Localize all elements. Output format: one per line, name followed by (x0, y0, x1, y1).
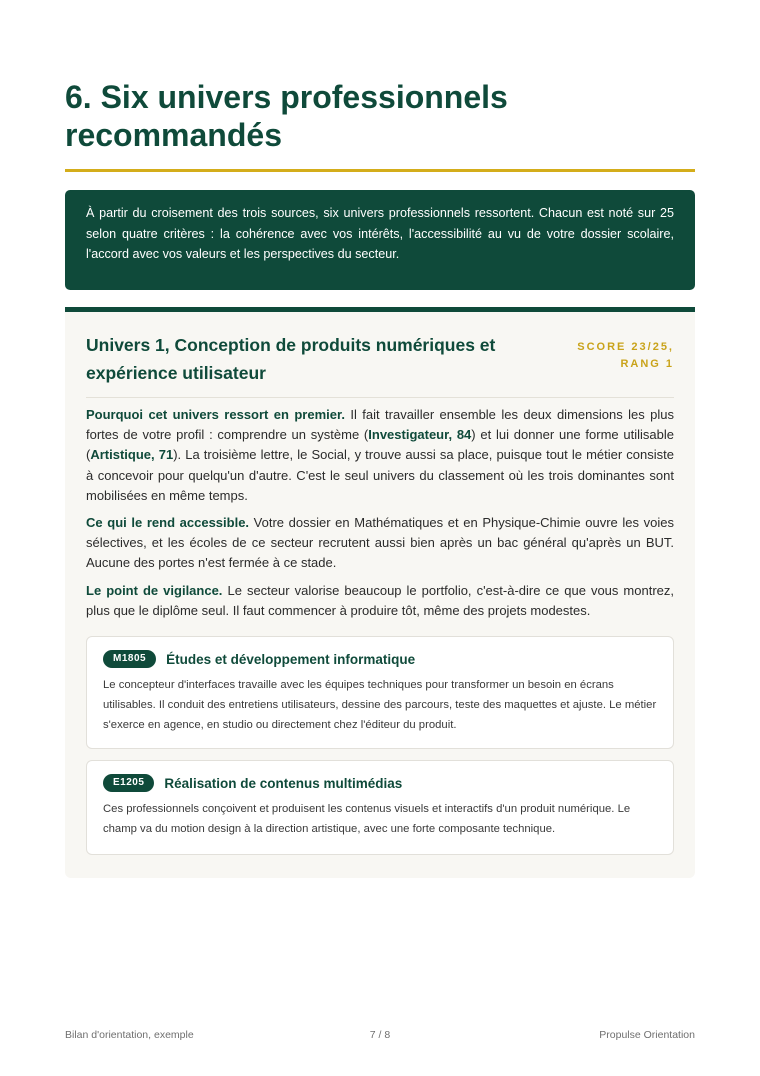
rome-code-badge: E1205 (103, 774, 154, 792)
paragraph-why (86, 405, 674, 506)
rank-line: RANG 1 (620, 358, 674, 370)
intro-box (65, 190, 695, 290)
univers-body (86, 405, 674, 628)
footer-document-name: Bilan d'orientation, exemple (65, 1029, 194, 1041)
title-divider (65, 169, 695, 172)
score-line: SCORE 23/25, (577, 341, 674, 353)
paragraph-access (86, 513, 674, 574)
footer-brand: Propulse Orientation (599, 1029, 695, 1041)
job-header (103, 649, 657, 669)
profile-highlight: Investigateur, 84 (368, 427, 472, 443)
job-header (103, 773, 657, 793)
paragraph-lead: Le point de vigilance. (86, 582, 223, 598)
score-badge (534, 339, 674, 373)
job-description: Le concepteur d'interfaces travaille avec les équipes techniques pour transformer un besoin en écrans utilisables. Il conduit des entretiens utilisateurs, dessine des parcours, teste des maquettes et ajuste. Le métier s'exerce en agence, en studio ou directement chez l'éditeur du produit. (103, 679, 657, 731)
paragraph-text: Il fait travailler ensemble les deux dimensions les plus fortes de votre profil : comprendre un système ( (86, 407, 674, 443)
paragraph-text: ). La troisième lettre, le Social, y trouve aussi sa place, puisque tout le métier consiste à concevoir pour quelqu'un d'autre. C'est le seul univers du classement où les trois dominantes sont mobilisées en même temps. (86, 447, 674, 503)
paragraph-lead: Pourquoi cet univers ressort en premier. (86, 407, 345, 422)
job-title: Réalisation de contenus multimédias (164, 775, 403, 791)
paragraph-lead: Ce qui le rend accessible. (86, 515, 250, 531)
paragraph-text: Votre dossier en Mathématiques et en Physique-Chimie ouvre les voies sélectives, et les écoles de ce secteur recrutent aussi bien après un bac général qu'après un BUT. Aucune des portes n'est fermée à ce stade. (86, 515, 674, 571)
job-card (86, 760, 674, 855)
job-card (86, 636, 674, 749)
univers-card (65, 307, 695, 878)
page-number: 7 / 8 (369, 1029, 391, 1041)
job-title: Études et développement informatique (166, 651, 416, 667)
univers-title: Univers 1, Conception de produits numériques et expérience utilisateur (86, 335, 496, 383)
intro-text: À partir du croisement des trois sources, six univers professionnels ressortent. Chacun est noté sur 25 selon quatre critères : la cohérence avec vos intérêts, l'accessibilité au vu de votre dossier scolaire, l'accord avec vos valeurs et les perspectives du secteur. (86, 206, 674, 261)
paragraph-text: Le secteur valorise beaucoup le portfolio, c'est-à-dire ce que vous montrez, plus que le diplôme seul. Il faut commencer à produire tôt, même des projets modestes. (86, 582, 675, 618)
job-description: Ces professionnels conçoivent et produisent les contenus visuels et interactifs d'un produit numérique. Le champ va du motion design à la direction artistique, avec une forte composante technique. (103, 803, 631, 835)
page-footer (65, 1029, 695, 1043)
paragraph-text: ) et lui donner une forme utilisable ( (86, 427, 674, 463)
paragraph-vigilance (86, 581, 674, 621)
rome-code-badge: M1805 (103, 650, 156, 668)
page-title: 6. Six univers professionnels recommandés (65, 79, 508, 153)
profile-highlight: Artistique, 71 (90, 447, 174, 463)
univers-header (86, 332, 674, 398)
